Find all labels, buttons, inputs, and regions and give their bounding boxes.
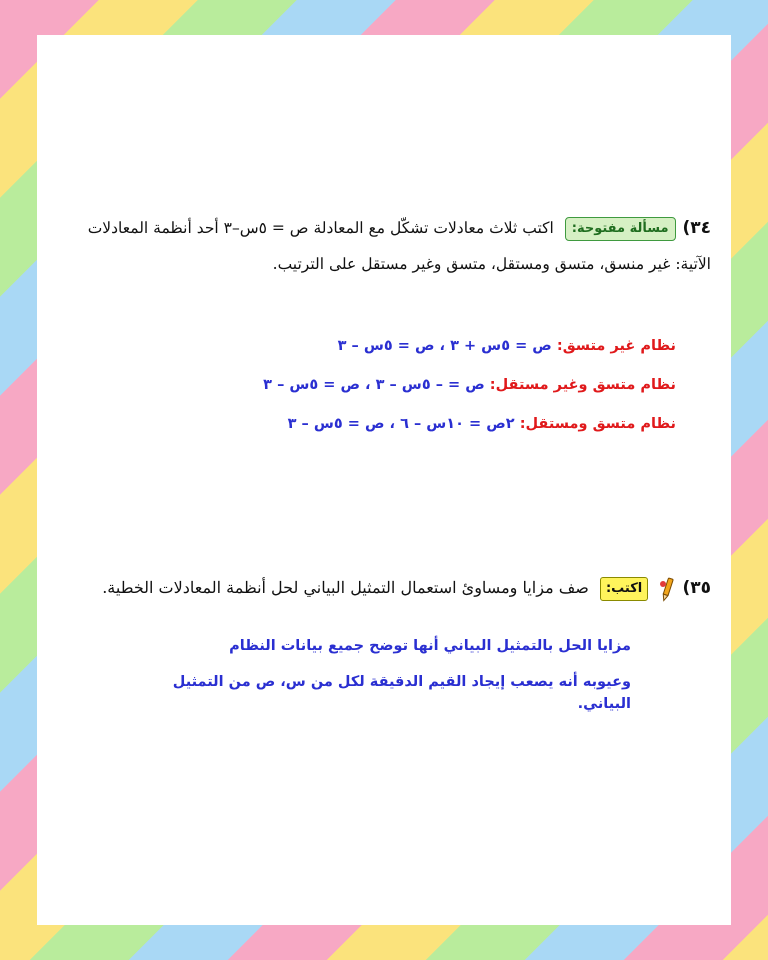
answer-equations: ص = ٥س + ٣ ، ص = ٥س – ٣ [337, 338, 552, 354]
question-34 [51, 210, 711, 282]
open-problem-tag: مسألة مفتوحة: [565, 217, 676, 241]
worksheet-page [37, 35, 731, 925]
answer-line-dependent [156, 366, 676, 405]
answer-line-independent [156, 405, 676, 444]
answer-35 [151, 635, 631, 729]
question-number: ٣٥) [682, 578, 711, 598]
answers-34 [156, 327, 676, 444]
write-tag: اكتب: [600, 577, 648, 601]
question-text: صف مزايا ومساوئ استعمال التمثيل البياني لحل أنظمة المعادلات الخطية. [102, 578, 589, 597]
disadvantages-text: وعيوبه أنه يصعب إيجاد القيم الدقيقة لكل من س، ص من التمثيل البياني. [172, 674, 631, 712]
answer-label: نظام غير متسق: [556, 338, 676, 354]
answer-equations: ٢ص = ١٠س – ٦ ، ص = ٥س – ٣ [287, 416, 515, 432]
answer-line-inconsistent [156, 327, 676, 366]
question-35 [51, 570, 711, 606]
advantages-text: مزايا الحل بالتمثيل البياني أنها توضح جميع بيانات النظام [229, 638, 631, 654]
pencil-icon [657, 576, 677, 602]
answer-equations: ص = – ٥س – ٣ ، ص = ٥س – ٣ [263, 377, 485, 393]
answer-label: نظام متسق ومستقل: [519, 416, 676, 432]
question-text: اكتب ثلاث معادلات تشكّل مع المعادلة ص = ٥س–٣ أحد أنظمة المعادلات الآتية: غير منسق، متسق ومستقل، متسق وغير مستقل على الترتيب. [87, 219, 711, 273]
question-number: ٣٤) [682, 218, 711, 238]
answer-label: نظام متسق وغير مستقل: [489, 377, 676, 393]
